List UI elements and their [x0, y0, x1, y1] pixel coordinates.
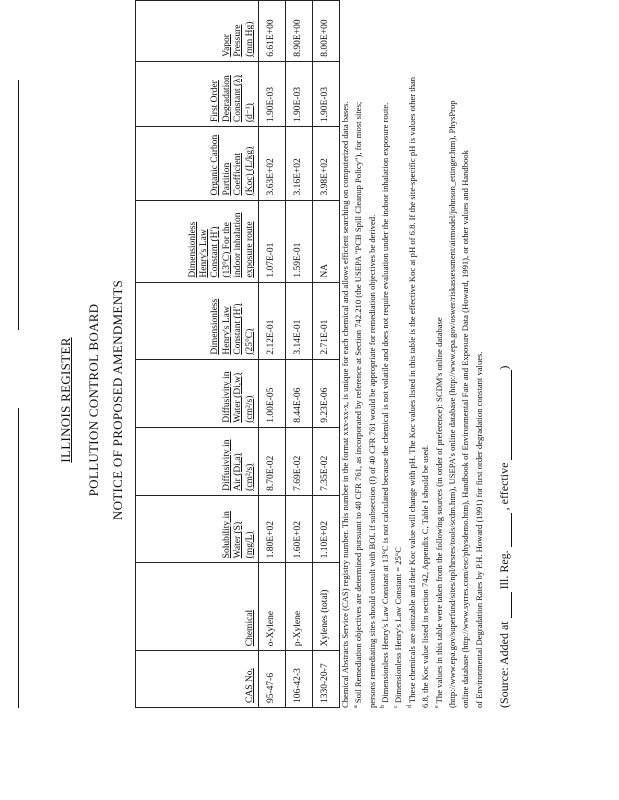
notice-title: NOTICE OF PROPOSED AMENDMENTS	[110, 279, 125, 521]
cell-diffusivity-water: 9.23E-06	[313, 359, 340, 427]
top-rule-left	[18, 408, 19, 708]
cell-cas: 95-47-6	[259, 651, 286, 708]
cell-henry-25: 2.71E-01	[313, 282, 340, 359]
footnotes	[338, 18, 485, 708]
cell-henry-13: 1.07E-01	[259, 200, 286, 282]
table-row	[313, 1, 340, 708]
footnote: online database (http://www.syrres.com/esc/physdemo.htm), Handbook of Environmental Fate and Exposure Data (Howard, 1991), or other values and Handbook	[460, 150, 471, 708]
col-diffusivity-air: Diffusivity in Air (Di,a) (cm²/s)	[136, 427, 259, 495]
footnote: $^c$ Dimensionless Henry's Law Constant = 25°C	[393, 547, 404, 708]
footnote: 6.8, the Koc value listed in section 742, Appendix C, Table I should be used.	[420, 445, 431, 708]
footnote: Chemical Abstracts Service (CAS) registry number. This number in the format xxx-xx-x, is unique for each chemical and allows efficient searching on computerized data bases.	[339, 101, 350, 708]
cell-chemical: p-Xylene	[286, 563, 313, 651]
cell-diffusivity-water: 1.00E-05	[259, 359, 286, 427]
footnote: of Environmental Degradation Rates by P.H. Howard (1991) for first order degradation constant values.	[473, 351, 484, 708]
cell-vapor-pressure: 8.90E+00	[286, 1, 313, 62]
col-degradation: First Order Degradation Constant (λ) (d⁻¹)	[136, 61, 259, 126]
cell-henry-13: 1.59E-01	[286, 200, 313, 282]
cell-vapor-pressure: 8.00E+00	[313, 1, 340, 62]
cell-chemical: o-Xylene	[259, 563, 286, 651]
col-cas: CAS No.	[136, 651, 259, 708]
col-henry-13: Dimensionless Henry's Law Constant (H') (13°C) For the indoor inhalation exposure route	[136, 200, 259, 282]
cell-koc: 3.16E+02	[286, 127, 313, 200]
cell-solubility: 1.10E+02	[313, 495, 340, 563]
cell-koc: 3.98E+02	[313, 127, 340, 200]
footnote: persons remediating sites should consult with BOL if subsection (f) of 40 CFR 761 would be appropriate for remediation objectives be derived.	[366, 214, 377, 708]
col-chemical: Chemical	[136, 563, 259, 651]
cell-diffusivity-air: 7.69E-02	[286, 427, 313, 495]
col-diffusivity-water: Diffusivity in Water (Di,w) (cm²/s)	[136, 359, 259, 427]
footnote: (http://www.epa.gov/superfund/sites/npl/hrsres/tools/scdm.htm), USEPA's online database (http://www.epa.gov/oswer/riskassessment/airmodel/johnson_ettinger.htm), PhysProp	[446, 100, 457, 708]
cell-chemical: Xylenes (total)	[313, 563, 340, 651]
cell-diffusivity-air: 8.70E-02	[259, 427, 286, 495]
footnote: $^e$ The values in this table were taken from the following sources (in order of preference): SCDM's online database	[433, 317, 444, 708]
col-vapor-pressure: Vapor Pressure (mm Hg)	[136, 1, 259, 62]
cell-vapor-pressure: 6.61E+00	[259, 1, 286, 62]
cell-solubility: 1.80E+02	[259, 495, 286, 563]
cell-degradation: 1.90E-03	[259, 61, 286, 126]
cell-solubility: 1.60E+02	[286, 495, 313, 563]
cell-diffusivity-water: 8.44E-06	[286, 359, 313, 427]
cell-degradation: 1.90E-03	[313, 61, 340, 126]
cell-henry-13: NA	[313, 200, 340, 282]
register-title: ILLINOIS REGISTER	[58, 337, 73, 463]
footnote: $^a$ Soil Remediation objectives are determined pursuant to 40 CFR 761, as incorporated by reference at Section 742.210 (the USEPA "PCB Spill Cleanup Policy"), for most sites;	[353, 101, 364, 708]
cell-henry-25: 2.12E-01	[259, 282, 286, 359]
cell-henry-25: 3.14E-01	[286, 282, 313, 359]
col-henry-25: Dimensionless Henry's Law Constant (H') (25°C)	[136, 282, 259, 359]
chemical-properties-table	[135, 0, 340, 708]
cell-cas: 1330-20-7	[313, 651, 340, 708]
cell-diffusivity-air: 7.35E-02	[313, 427, 340, 495]
source-note: (Source: Added at Ill. Reg. , effective )	[497, 365, 511, 708]
table-header-row	[136, 1, 259, 708]
footnote: $^d$ These chemicals are ionizable and their Koc value will change with pH. The Koc values listed in this table is the effective Koc at pH of 6.8. If the site-specific pH is values other than	[406, 76, 417, 708]
table-row	[286, 1, 313, 708]
cell-koc: 3.63E+02	[259, 127, 286, 200]
board-title: POLLUTION CONTROL BOARD	[86, 303, 101, 497]
col-solubility: Solubility in Water (S) (mg/L)	[136, 495, 259, 563]
top-rule-right	[18, 80, 19, 330]
cell-cas: 106-42-3	[286, 651, 313, 708]
col-koc: Organic Carbon Partition Coefficient (Koc) (L/kg)	[136, 127, 259, 200]
footnote: $^b$ Dimensionless Henry's Law Constant at 13°C is not calculated because the chemical is not volatile and does not require evaluation under the indoor inhalation exposure route.	[379, 102, 390, 708]
cell-degradation: 1.90E-03	[286, 61, 313, 126]
table-row	[259, 1, 286, 708]
